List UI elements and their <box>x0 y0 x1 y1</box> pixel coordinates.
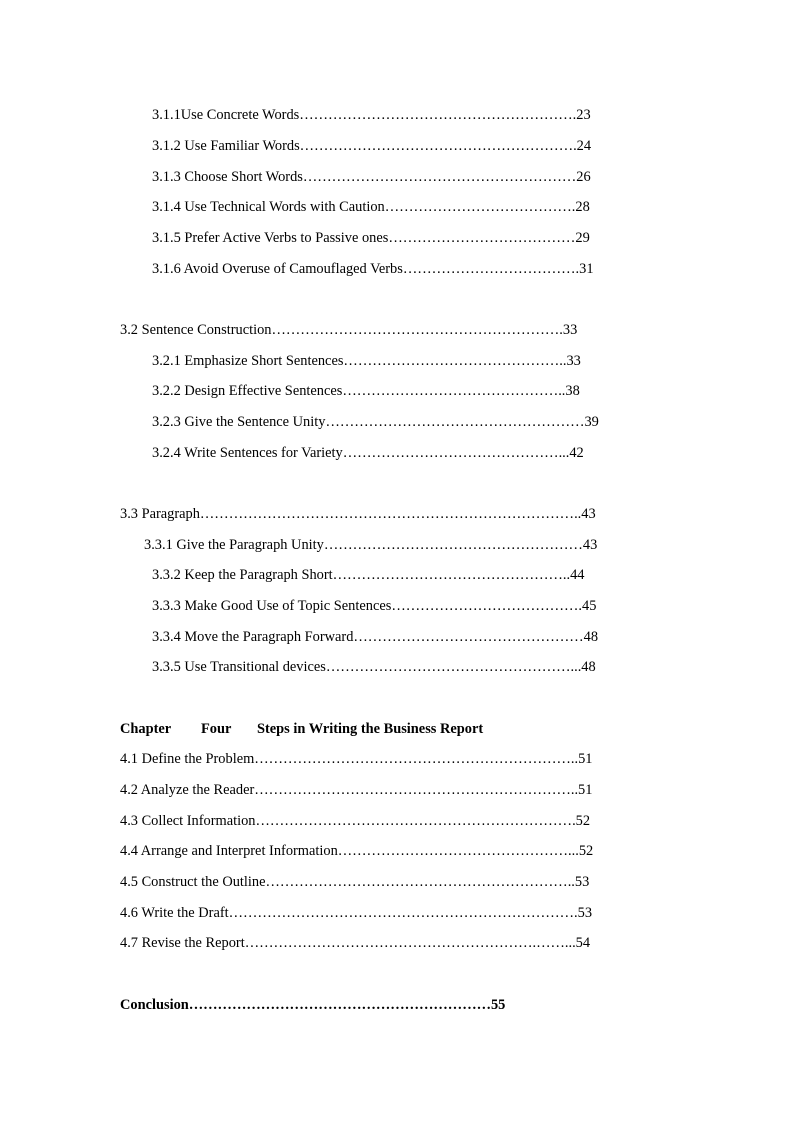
toc-entry-3-1-4: 3.1.4 Use Technical Words with Caution………………………………….28 <box>152 199 590 215</box>
toc-entry-4-7: 4.7 Revise the Report…………………………………………………….……...54 <box>120 935 591 951</box>
chapter-title: Steps in Writing the Business Report <box>257 721 484 737</box>
toc-entry-3-2: 3.2 Sentence Construction…………………………………………………….33 <box>120 322 578 338</box>
toc-entry-3-3-5: 3.3.5 Use Transitional devices……………………………………………...48 <box>152 659 596 675</box>
toc-entry-4-3: 4.3 Collect Information………………………………………………………….52 <box>120 813 591 829</box>
toc-entry-3-1-6: 3.1.6 Avoid Overuse of Camouflaged Verbs……………………………….31 <box>152 261 594 277</box>
chapter-word: Chapter <box>120 721 172 737</box>
toc-entry-3-1-3: 3.1.3 Choose Short Words…………………………………………………26 <box>152 169 591 185</box>
toc-entry-4-6: 4.6 Write the Draft……………………………………………………………….53 <box>120 905 593 921</box>
toc-entry-conclusion: Conclusion………………………………………………………55 <box>120 997 506 1013</box>
toc-entry-4-2: 4.2 Analyze the Reader…………………………………………………………..51 <box>120 782 593 798</box>
toc-entry-3-2-4: 3.2.4 Write Sentences for Variety………………………………………...42 <box>152 445 584 461</box>
toc-entry-3-3-1: 3.3.1 Give the Paragraph Unity………………………………………………43 <box>144 537 598 553</box>
toc-entry-3-2-2: 3.2.2 Design Effective Sentences………………………………………..38 <box>152 383 580 399</box>
toc-entry-3-3-4: 3.3.4 Move the Paragraph Forward…………………………………………48 <box>152 629 599 645</box>
toc-entry-3-1-5: 3.1.5 Prefer Active Verbs to Passive ones…………………………………29 <box>152 230 590 246</box>
toc-entry-4-5: 4.5 Construct the Outline………………………………………………………..53 <box>120 874 590 890</box>
toc-entry-3-3: 3.3 Paragraph……………………………………………………………………..43 <box>120 506 596 522</box>
toc-entry-3-1-1: 3.1.1Use Concrete Words………………………………………………….23 <box>152 107 591 123</box>
toc-entry-3-3-2: 3.3.2 Keep the Paragraph Short…………………………………………..44 <box>152 567 585 583</box>
toc-entry-4-1: 4.1 Define the Problem…………………………………………………………..51 <box>120 751 593 767</box>
toc-entry-4-4: 4.4 Arrange and Interpret Information…………………………………………...52 <box>120 843 594 859</box>
toc-entry-3-1-2: 3.1.2 Use Familiar Words………………………………………………….24 <box>152 138 592 154</box>
chapter-four-heading <box>120 720 483 738</box>
chapter-number: Four <box>201 721 232 737</box>
toc-entry-3-2-1: 3.2.1 Emphasize Short Sentences………………………………………..33 <box>152 353 581 369</box>
toc-entry-3-2-3: 3.2.3 Give the Sentence Unity………………………………………………39 <box>152 414 599 430</box>
toc-entry-3-3-3: 3.3.3 Make Good Use of Topic Sentences………………………………….45 <box>152 598 597 614</box>
